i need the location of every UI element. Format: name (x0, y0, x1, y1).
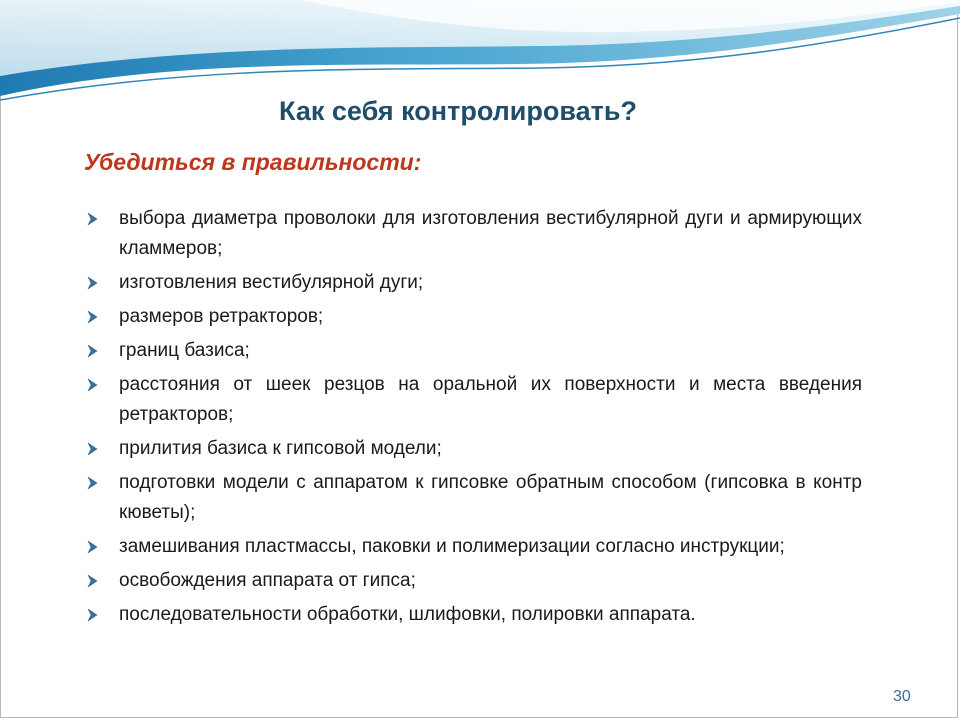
arrow-bullet-icon (86, 269, 100, 297)
list-item-text: изготовления вестибулярной дуги; (119, 272, 424, 293)
arrow-bullet-icon (86, 435, 100, 463)
list-item (86, 336, 862, 366)
list-item-text: расстояния от шеек резцов на оральной их поверхности и места введения ретракторов; (119, 374, 862, 425)
list-item (86, 204, 862, 264)
list-item (86, 268, 862, 298)
arrow-bullet-icon (86, 533, 100, 561)
list-item-text: последовательности обработки, шлифовки, полировки аппарата. (119, 604, 696, 625)
list-item-text: замешивания пластмассы, паковки и полимеризации согласно инструкции; (119, 536, 785, 557)
slide-subtitle: Убедиться в правильности: (84, 149, 422, 175)
arrow-bullet-icon (86, 469, 100, 497)
list-item (86, 302, 862, 332)
arrow-bullet-icon (86, 371, 100, 399)
list-item (86, 370, 862, 430)
list-item-text: прилития базиса к гипсовой модели; (119, 438, 442, 459)
list-item (86, 532, 862, 562)
list-item (86, 434, 862, 464)
bullet-list (86, 204, 862, 634)
page-number: 30 (893, 688, 911, 705)
arrow-bullet-icon (86, 205, 100, 233)
list-item-text: выбора диаметра проволоки для изготовления вестибулярной дуги и армирующих кламмеров; (119, 208, 862, 259)
list-item-text: освобождения аппарата от гипса; (119, 570, 416, 591)
arrow-bullet-icon (86, 567, 100, 595)
list-item (86, 468, 862, 528)
list-item-text: подготовки модели с аппаратом к гипсовке обратным способом (гипсовка в контр кюветы); (119, 472, 862, 523)
list-item (86, 566, 862, 596)
list-item-text: размеров ретракторов; (119, 306, 324, 327)
arrow-bullet-icon (86, 337, 100, 365)
wave-header-decoration (0, 0, 960, 110)
slide-title: Как себя контролировать? (279, 96, 637, 126)
arrow-bullet-icon (86, 601, 100, 629)
arrow-bullet-icon (86, 303, 100, 331)
list-item-text: границ базиса; (119, 340, 250, 361)
list-item (86, 600, 862, 630)
